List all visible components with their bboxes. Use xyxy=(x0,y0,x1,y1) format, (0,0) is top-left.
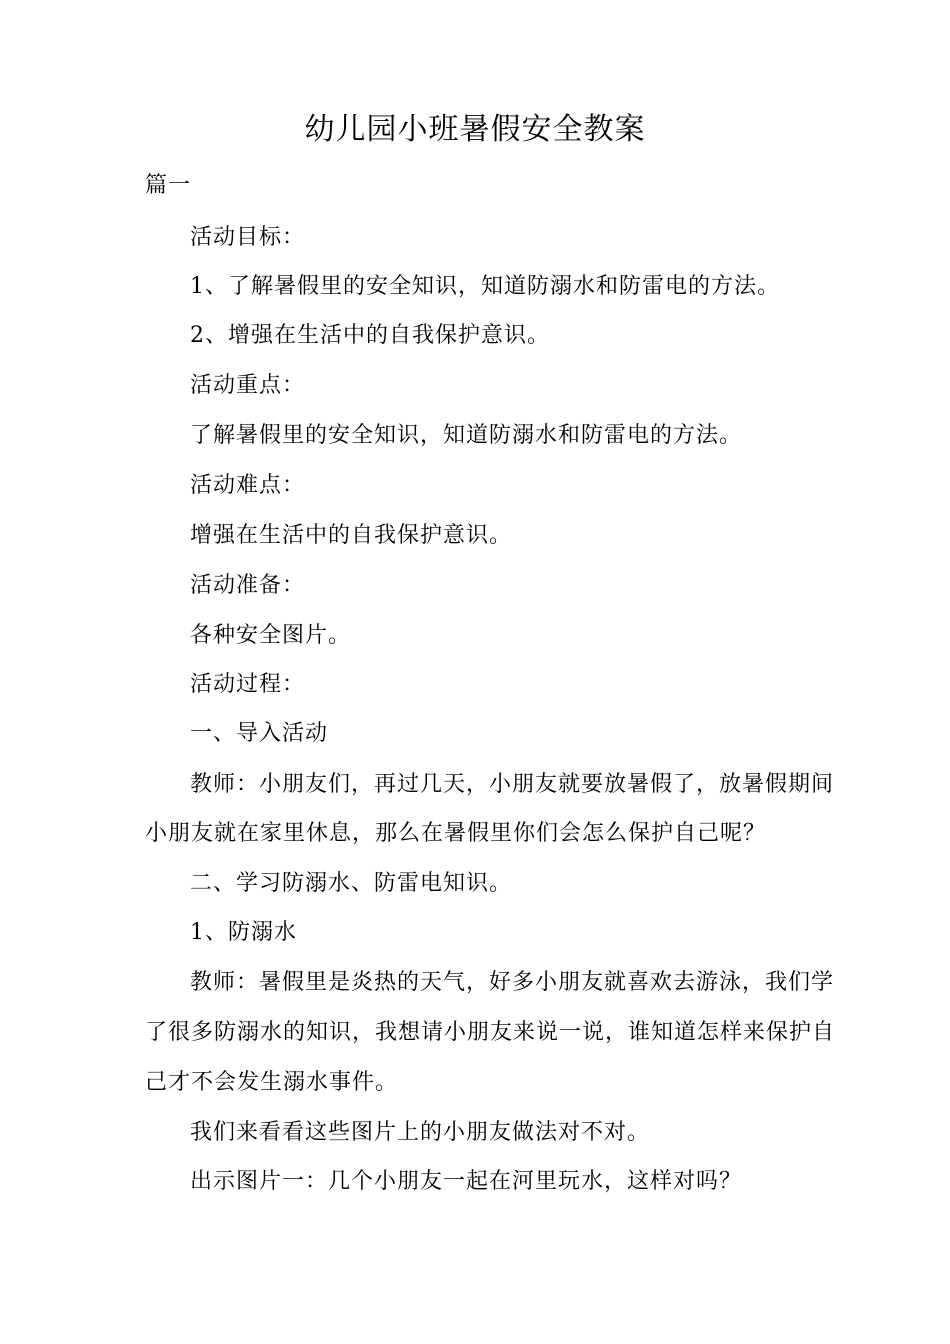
text-line: 教师：小朋友们，再过几天，小朋友就要放暑假了，放暑假期间 xyxy=(190,772,835,797)
text-line: 2、增强在生活中的自我保护意识。 xyxy=(190,323,550,348)
text-line: 小朋友就在家里休息，那么在暑假里你们会怎么保护自己呢？ xyxy=(145,821,767,846)
text-line: 了很多防溺水的知识，我想请小朋友来说一说，谁知道怎样来保护自 xyxy=(145,1020,836,1045)
text-line: 活动目标： xyxy=(190,225,306,250)
text-line: 教师：暑假里是炎热的天气，好多小朋友就喜欢去游泳，我们学 xyxy=(190,970,835,995)
text-line: 己才不会发生溺水事件。 xyxy=(145,1070,399,1095)
text-line: 活动重点： xyxy=(190,373,306,398)
document-title: 幼儿园小班暑假安全教案 xyxy=(304,112,646,147)
text-line: 活动准备： xyxy=(190,573,306,598)
text-line: 1、防溺水 xyxy=(190,920,297,945)
text-line: 1、了解暑假里的安全知识，知道防溺水和防雷电的方法。 xyxy=(190,274,780,299)
section-heading: 篇一 xyxy=(145,173,192,198)
text-line: 活动难点： xyxy=(190,473,306,498)
text-line: 出示图片一：几个小朋友一起在河里玩水，这样对吗？ xyxy=(190,1169,743,1194)
text-line: 一、导入活动 xyxy=(190,721,329,746)
text-line: 二、学习防溺水、防雷电知识。 xyxy=(190,871,513,896)
text-line: 我们来看看这些图片上的小朋友做法对不对。 xyxy=(190,1120,651,1145)
text-line: 各种安全图片。 xyxy=(190,623,352,648)
text-line: 了解暑假里的安全知识，知道防溺水和防雷电的方法。 xyxy=(190,423,743,448)
text-line: 活动过程： xyxy=(190,672,306,697)
text-line: 增强在生活中的自我保护意识。 xyxy=(190,523,513,548)
